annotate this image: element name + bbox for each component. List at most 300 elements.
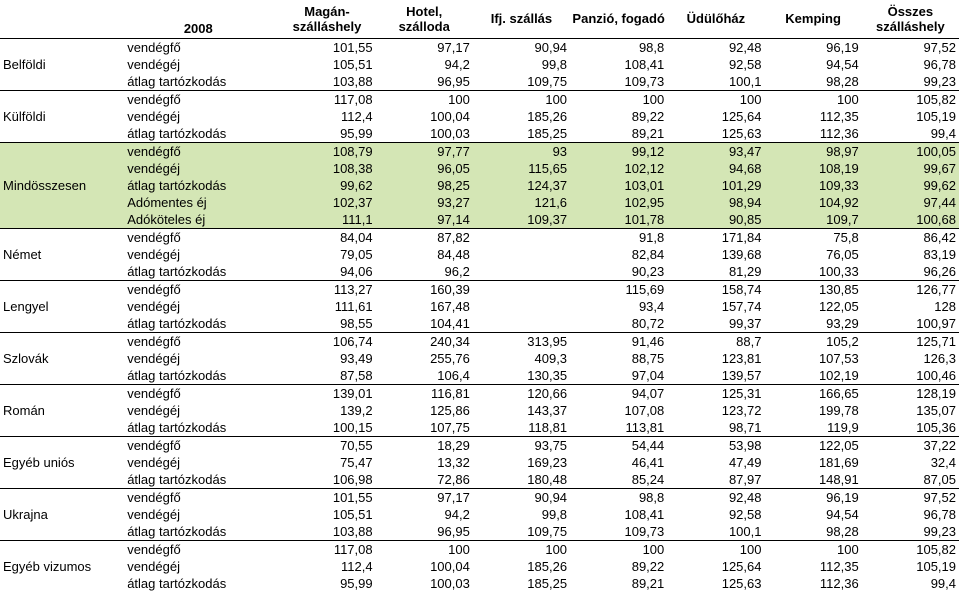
metric-label: átlag tartózkodás <box>127 73 227 89</box>
value-cell: 100,97 <box>916 315 956 331</box>
value-cell: 99,62 <box>278 177 375 194</box>
group-label: Német <box>0 228 118 280</box>
metric-label: Adóköteles éj <box>118 211 278 229</box>
value-cell: 112,35 <box>819 108 859 124</box>
value-cell: 93,27 <box>376 194 473 211</box>
metric-label: átlag tartózkodás <box>118 177 278 194</box>
value-cell: 13,32 <box>437 454 470 470</box>
value-cell: 96,78 <box>923 506 956 522</box>
value-cell: 54,44 <box>570 436 667 454</box>
value-cell: 105,82 <box>862 540 959 558</box>
value-cell: 123,81 <box>721 350 762 366</box>
value-cell: 106,98 <box>332 471 373 487</box>
value-cell: 409,3 <box>534 350 568 366</box>
value-cell: 125,63 <box>721 125 762 141</box>
value-cell: 93,47 <box>667 142 764 160</box>
value-cell: 125,86 <box>430 402 470 418</box>
table-row <box>0 177 959 194</box>
value-cell: 92,48 <box>667 38 764 56</box>
group-label: Román <box>0 384 118 436</box>
group-label: Szlovák <box>0 332 118 384</box>
value-cell: 99,62 <box>862 177 959 194</box>
header-col-7-label: Összes szálláshely <box>876 3 945 34</box>
value-cell: 100 <box>764 540 861 558</box>
value-cell: 109,75 <box>527 73 568 89</box>
value-cell: 95,99 <box>340 125 373 141</box>
metric-label: átlag tartózkodás <box>127 263 227 279</box>
value-cell: 100,1 <box>728 73 762 89</box>
value-cell: 85,24 <box>631 471 665 487</box>
table-row <box>0 298 959 315</box>
value-cell: 75,8 <box>764 228 861 246</box>
value-cell <box>473 315 570 333</box>
group-label: Lengyel <box>0 280 118 332</box>
value-cell: 79,05 <box>340 246 373 262</box>
value-cell: 96,78 <box>923 56 956 72</box>
value-cell: 107,53 <box>818 350 859 366</box>
value-cell: 93,49 <box>340 350 373 366</box>
value-cell: 109,73 <box>624 73 665 89</box>
value-cell: 109,75 <box>527 523 568 539</box>
value-cell: 107,08 <box>624 402 665 418</box>
value-cell: 102,12 <box>570 160 667 177</box>
group-label: Egyéb vizumos <box>0 540 118 592</box>
table-row <box>0 38 959 56</box>
table-row <box>0 471 959 489</box>
value-cell: 105,19 <box>916 558 956 574</box>
value-cell: 90,94 <box>473 38 570 56</box>
value-cell: 108,38 <box>278 160 375 177</box>
value-cell: 185,26 <box>527 558 568 574</box>
value-cell: 99,37 <box>728 315 762 331</box>
value-cell: 128 <box>934 298 956 314</box>
value-cell: 101,55 <box>278 38 375 56</box>
value-cell: 103,88 <box>332 523 373 539</box>
value-cell <box>473 280 570 298</box>
metric-label: vendégéj <box>118 160 278 177</box>
table-header <box>0 0 959 38</box>
value-cell: 100,68 <box>862 211 959 229</box>
table-row <box>0 211 959 229</box>
value-cell: 96,95 <box>437 73 470 89</box>
value-cell: 240,34 <box>376 332 473 350</box>
metric-label: átlag tartózkodás <box>127 471 227 487</box>
value-cell: 97,52 <box>862 488 959 506</box>
value-cell: 99,8 <box>541 506 568 522</box>
table-row <box>0 367 959 385</box>
value-cell: 104,92 <box>764 194 861 211</box>
table-row <box>0 402 959 419</box>
value-cell: 158,74 <box>667 280 764 298</box>
value-cell: 98,71 <box>728 419 762 435</box>
table-row <box>0 125 959 143</box>
value-cell: 102,95 <box>570 194 667 211</box>
value-cell: 92,58 <box>728 506 762 522</box>
metric-label: vendégéj <box>127 350 180 366</box>
table-row <box>0 90 959 108</box>
value-cell: 112,36 <box>819 575 859 591</box>
header-col-3-label: Ifj. szállás <box>490 11 553 27</box>
value-cell: 185,26 <box>527 108 568 124</box>
value-cell: 98,25 <box>376 177 473 194</box>
table-row <box>0 419 959 437</box>
value-cell: 101,55 <box>278 488 375 506</box>
value-cell: 97,17 <box>376 38 473 56</box>
value-cell: 106,74 <box>278 332 375 350</box>
value-cell <box>473 298 570 315</box>
value-cell: 103,88 <box>332 73 373 89</box>
value-cell: 96,95 <box>437 523 470 539</box>
value-cell <box>473 246 570 263</box>
value-cell: 97,77 <box>376 142 473 160</box>
value-cell: 111,1 <box>278 211 375 229</box>
table-row <box>0 350 959 367</box>
group-label: Egyéb uniós <box>0 436 118 488</box>
table-row <box>0 523 959 541</box>
value-cell: 122,05 <box>818 298 859 314</box>
value-cell: 313,95 <box>473 332 570 350</box>
value-cell: 94,2 <box>444 506 470 522</box>
value-cell: 80,72 <box>631 315 665 331</box>
value-cell: 115,65 <box>473 160 570 177</box>
header-col-3 <box>473 0 570 38</box>
value-cell: 112,35 <box>819 558 859 574</box>
value-cell: 125,63 <box>721 575 762 591</box>
value-cell: 91,8 <box>570 228 667 246</box>
value-cell: 100,15 <box>332 419 373 435</box>
value-cell: 139,01 <box>278 384 375 402</box>
table-row <box>0 332 959 350</box>
metric-label: vendégfő <box>118 540 278 558</box>
value-cell: 118,81 <box>528 419 568 435</box>
value-cell: 120,66 <box>473 384 570 402</box>
value-cell: 98,8 <box>570 488 667 506</box>
value-cell: 109,73 <box>624 523 665 539</box>
header-col-4-label: Panzió, fogadó <box>572 11 665 27</box>
value-cell: 108,19 <box>764 160 861 177</box>
value-cell: 103,01 <box>570 177 667 194</box>
value-cell: 109,7 <box>764 211 861 229</box>
value-cell: 109,33 <box>764 177 861 194</box>
value-cell <box>473 228 570 246</box>
value-cell: 86,42 <box>862 228 959 246</box>
value-cell: 125,64 <box>721 108 762 124</box>
value-cell: 166,65 <box>764 384 861 402</box>
value-cell: 94,54 <box>826 506 859 522</box>
value-cell: 123,72 <box>721 402 762 418</box>
value-cell: 107,75 <box>430 419 470 435</box>
value-cell: 130,85 <box>764 280 861 298</box>
value-cell: 185,25 <box>527 575 568 591</box>
value-cell: 130,35 <box>527 367 568 383</box>
value-cell: 47,49 <box>728 454 762 470</box>
value-cell: 100,03 <box>430 575 470 591</box>
value-cell: 105,51 <box>332 56 373 72</box>
value-cell: 82,84 <box>631 246 665 262</box>
value-cell: 98,97 <box>764 142 861 160</box>
value-cell: 117,08 <box>278 540 375 558</box>
header-col-7 <box>862 0 959 38</box>
value-cell: 98,8 <box>570 38 667 56</box>
value-cell: 109,37 <box>473 211 570 229</box>
value-cell: 113,27 <box>278 280 375 298</box>
value-cell: 93,4 <box>638 298 665 314</box>
value-cell: 105,2 <box>764 332 861 350</box>
value-cell: 92,48 <box>667 488 764 506</box>
value-cell: 124,37 <box>473 177 570 194</box>
value-cell: 99,8 <box>541 56 568 72</box>
value-cell: 126,3 <box>923 350 956 366</box>
value-cell: 97,04 <box>631 367 665 383</box>
table-row <box>0 280 959 298</box>
header-year: 2008 <box>183 20 213 36</box>
value-cell <box>473 263 570 281</box>
value-cell: 98,94 <box>667 194 764 211</box>
value-cell: 92,58 <box>728 56 762 72</box>
table-body <box>0 38 959 592</box>
group-label: Ukrajna <box>0 488 118 540</box>
value-cell: 180,48 <box>527 471 568 487</box>
metric-label: vendégéj <box>127 402 180 418</box>
value-cell: 167,48 <box>430 298 470 314</box>
value-cell: 88,7 <box>667 332 764 350</box>
value-cell: 100 <box>376 90 473 108</box>
value-cell: 96,19 <box>764 38 861 56</box>
value-cell: 100 <box>667 540 764 558</box>
metric-label: Adómentes éj <box>118 194 278 211</box>
value-cell: 97,44 <box>862 194 959 211</box>
metric-label: vendégfő <box>118 488 278 506</box>
table-row <box>0 228 959 246</box>
value-cell: 95,99 <box>340 575 373 591</box>
metric-label: vendégfő <box>118 90 278 108</box>
value-cell: 112,4 <box>341 108 373 124</box>
value-cell: 171,84 <box>667 228 764 246</box>
value-cell: 105,82 <box>862 90 959 108</box>
metric-label: átlag tartózkodás <box>127 575 227 591</box>
value-cell: 87,97 <box>728 471 762 487</box>
value-cell: 139,57 <box>721 367 762 383</box>
group-label: Mindösszesen <box>0 142 118 228</box>
value-cell: 100,04 <box>430 558 470 574</box>
value-cell: 112,36 <box>819 125 859 141</box>
value-cell: 100,04 <box>430 108 470 124</box>
value-cell: 104,41 <box>430 315 470 331</box>
table-row <box>0 506 959 523</box>
value-cell: 90,85 <box>667 211 764 229</box>
value-cell: 99,4 <box>930 125 956 141</box>
value-cell: 93,29 <box>826 315 859 331</box>
value-cell: 37,22 <box>862 436 959 454</box>
header-col-2 <box>376 0 473 38</box>
value-cell: 255,76 <box>430 350 470 366</box>
value-cell: 125,71 <box>862 332 959 350</box>
header-col-1 <box>278 0 375 38</box>
value-cell: 105,51 <box>332 506 373 522</box>
value-cell: 100,33 <box>818 263 859 279</box>
value-cell: 87,82 <box>376 228 473 246</box>
value-cell: 100,03 <box>430 125 470 141</box>
value-cell: 84,48 <box>437 246 470 262</box>
value-cell: 97,14 <box>376 211 473 229</box>
value-cell: 100 <box>764 90 861 108</box>
value-cell: 100 <box>473 540 570 558</box>
value-cell: 125,31 <box>667 384 764 402</box>
value-cell: 181,69 <box>818 454 859 470</box>
metric-label: vendégfő <box>118 280 278 298</box>
metric-label: vendégéj <box>127 108 180 124</box>
value-cell: 88,75 <box>631 350 665 366</box>
metric-label: vendégfő <box>118 436 278 454</box>
value-cell: 105,36 <box>916 419 956 435</box>
value-cell: 139,2 <box>340 402 373 418</box>
value-cell: 125,64 <box>721 558 762 574</box>
value-cell: 70,55 <box>278 436 375 454</box>
value-cell: 18,29 <box>376 436 473 454</box>
table-row <box>0 575 959 592</box>
metric-label: vendégfő <box>118 332 278 350</box>
value-cell: 94,2 <box>444 56 470 72</box>
value-cell: 98,55 <box>340 315 373 331</box>
value-cell: 89,22 <box>631 108 665 124</box>
value-cell: 122,05 <box>764 436 861 454</box>
value-cell: 87,58 <box>340 367 373 383</box>
value-cell: 75,47 <box>340 454 373 470</box>
value-cell: 108,41 <box>624 56 665 72</box>
metric-label: vendégéj <box>127 558 180 574</box>
value-cell: 96,26 <box>923 263 956 279</box>
value-cell: 160,39 <box>376 280 473 298</box>
value-cell: 97,52 <box>862 38 959 56</box>
header-col-6 <box>764 0 861 38</box>
value-cell: 169,23 <box>527 454 568 470</box>
value-cell: 93,75 <box>473 436 570 454</box>
metric-label: vendégéj <box>127 454 180 470</box>
value-cell: 99,12 <box>570 142 667 160</box>
value-cell: 91,46 <box>570 332 667 350</box>
table-row <box>0 540 959 558</box>
table-row <box>0 108 959 125</box>
value-cell: 32,4 <box>930 454 956 470</box>
value-cell: 94,06 <box>340 263 373 279</box>
metric-label: átlag tartózkodás <box>127 367 227 383</box>
table-row <box>0 454 959 471</box>
value-cell: 96,2 <box>444 263 470 279</box>
value-cell: 117,08 <box>278 90 375 108</box>
value-cell: 143,37 <box>527 402 568 418</box>
value-cell: 98,28 <box>826 73 859 89</box>
metric-label: vendégfő <box>118 384 278 402</box>
value-cell: 101,29 <box>667 177 764 194</box>
group-label: Külföldi <box>0 90 118 142</box>
table-row <box>0 142 959 160</box>
value-cell: 84,04 <box>278 228 375 246</box>
value-cell: 139,68 <box>721 246 762 262</box>
table-row <box>0 384 959 402</box>
metric-label: vendégfő <box>118 142 278 160</box>
value-cell: 148,91 <box>818 471 859 487</box>
table-row <box>0 436 959 454</box>
value-cell: 119,9 <box>827 419 859 435</box>
metric-label: vendégfő <box>118 228 278 246</box>
value-cell: 46,41 <box>631 454 665 470</box>
value-cell: 81,29 <box>728 263 762 279</box>
metric-label: átlag tartózkodás <box>127 523 227 539</box>
value-cell: 94,54 <box>826 56 859 72</box>
value-cell: 102,37 <box>278 194 375 211</box>
value-cell: 121,6 <box>473 194 570 211</box>
metric-label: vendégéj <box>127 506 180 522</box>
header-col-6-label: Kemping <box>785 11 841 27</box>
table-row <box>0 488 959 506</box>
table-row <box>0 263 959 281</box>
table-row <box>0 73 959 91</box>
header-col-5 <box>667 0 764 38</box>
metric-label: átlag tartózkodás <box>127 315 227 331</box>
value-cell: 89,22 <box>631 558 665 574</box>
value-cell: 100 <box>570 540 667 558</box>
value-cell: 101,78 <box>570 211 667 229</box>
value-cell: 94,07 <box>570 384 667 402</box>
value-cell: 93 <box>473 142 570 160</box>
header-col-5-label: Üdülőház <box>686 11 746 27</box>
value-cell: 89,21 <box>631 575 665 591</box>
table-row <box>0 194 959 211</box>
value-cell: 97,17 <box>376 488 473 506</box>
value-cell: 83,19 <box>923 246 956 262</box>
group-label: Belföldi <box>0 38 118 90</box>
value-cell: 94,68 <box>667 160 764 177</box>
value-cell: 100 <box>376 540 473 558</box>
value-cell: 99,23 <box>923 523 956 539</box>
value-cell: 185,25 <box>527 125 568 141</box>
value-cell: 89,21 <box>631 125 665 141</box>
value-cell: 199,78 <box>818 402 859 418</box>
value-cell: 100,05 <box>862 142 959 160</box>
header-col-2-label: Hotel, szálloda <box>398 3 450 34</box>
value-cell: 96,05 <box>376 160 473 177</box>
value-cell: 111,61 <box>334 298 373 314</box>
value-cell: 76,05 <box>826 246 859 262</box>
table-row <box>0 56 959 73</box>
value-cell: 115,69 <box>570 280 667 298</box>
value-cell: 100,1 <box>728 523 762 539</box>
value-cell: 53,98 <box>667 436 764 454</box>
value-cell: 90,23 <box>631 263 665 279</box>
metric-label: vendégfő <box>118 38 278 56</box>
value-cell: 100 <box>473 90 570 108</box>
value-cell: 90,94 <box>473 488 570 506</box>
value-cell: 126,77 <box>862 280 959 298</box>
value-cell: 108,79 <box>278 142 375 160</box>
value-cell: 116,81 <box>376 384 473 402</box>
value-cell: 106,4 <box>437 367 470 383</box>
metric-label: átlag tartózkodás <box>127 419 227 435</box>
value-cell: 72,86 <box>437 471 470 487</box>
value-cell: 96,19 <box>764 488 861 506</box>
metric-label: vendégéj <box>127 298 180 314</box>
table-row <box>0 315 959 333</box>
value-cell: 100 <box>570 90 667 108</box>
header-col-1-label: Magán- szálláshely <box>292 3 362 34</box>
value-cell: 99,23 <box>923 73 956 89</box>
table-row <box>0 246 959 263</box>
value-cell: 113,81 <box>625 419 665 435</box>
metric-label: vendégéj <box>127 56 180 72</box>
table-row <box>0 160 959 177</box>
table-row <box>0 558 959 575</box>
header-empty-cell <box>0 0 118 38</box>
